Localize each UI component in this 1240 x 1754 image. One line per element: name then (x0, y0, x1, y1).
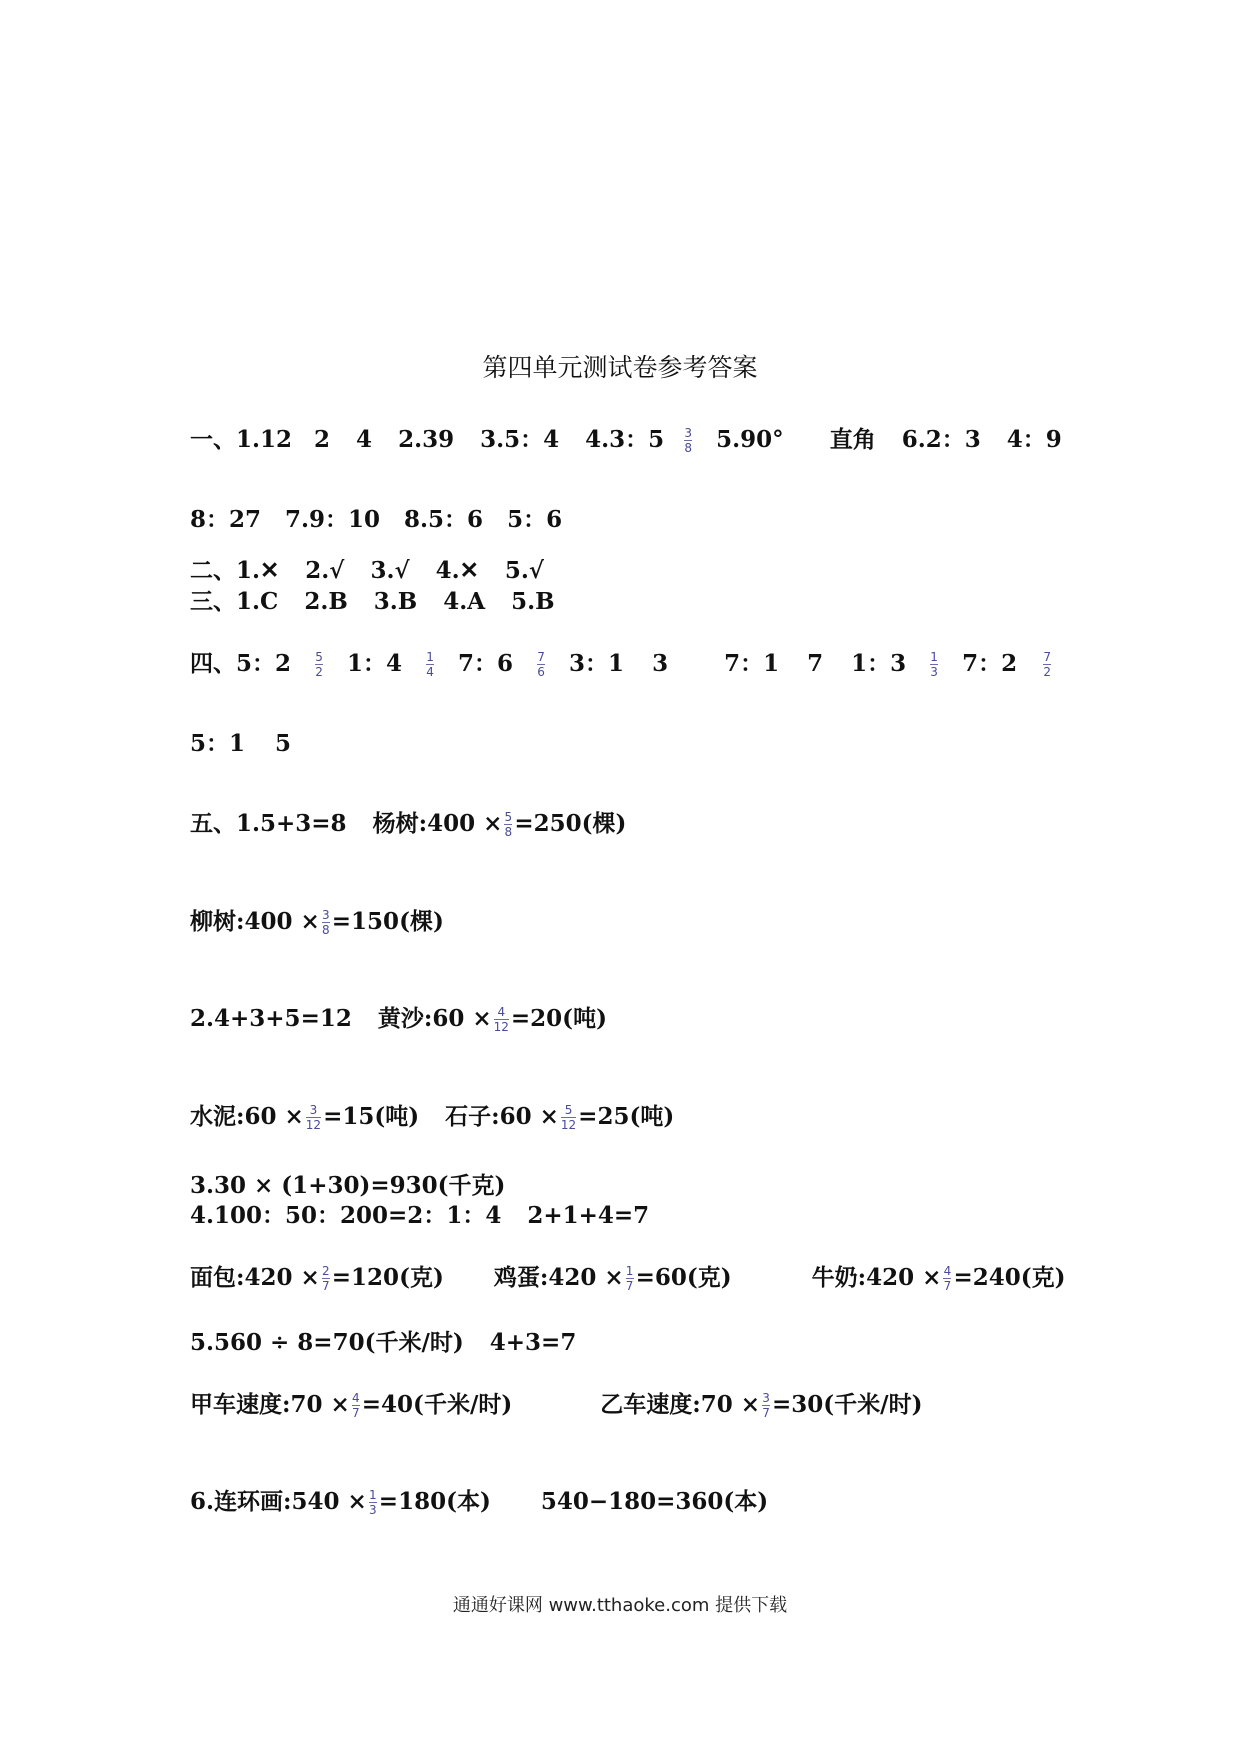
answer-1-1: 一、1.12 (190, 426, 293, 453)
answer-3-3: 3.B (373, 588, 418, 615)
section-5-line-9 (190, 1387, 922, 1423)
answer-4-h-value: 5 (275, 730, 292, 757)
fraction: $\frac{1}{3}$ (368, 1487, 377, 1517)
section-5-line-6 (190, 1198, 649, 1234)
answer-4-d-value: 3 (652, 650, 669, 677)
answer-5-4e: 鸡蛋:420 × (493, 1264, 624, 1291)
fraction: $\frac{4}{7}$ (943, 1263, 952, 1293)
fraction: $\frac{1}{3}$ (930, 649, 938, 679)
answer-5-1b: 杨树:400 × (372, 810, 503, 837)
answer-1-3: 3.5：4 (480, 426, 560, 453)
answer-4-g: 7：2 (962, 650, 1018, 677)
answer-3-5: 5.B (511, 588, 555, 615)
fraction: $\frac{5}{8}$ (504, 809, 513, 839)
section-3-line (190, 584, 555, 620)
answer-1-1c: 4 (356, 426, 373, 453)
answer-5-2b: 黄沙:60 × (377, 1005, 492, 1032)
answer-5-3: 3.30 × (1+30)=930(千克) (190, 1172, 506, 1199)
answer-5-1: 五、1.5+3=8 (190, 810, 347, 837)
answer-5-5: 5.560 ÷ 8=70(千米/时) (190, 1329, 464, 1356)
fraction: $\frac{3}{8}$ (684, 425, 692, 455)
section-5-line-7 (190, 1260, 1065, 1296)
section-5-line-3 (190, 1001, 607, 1037)
section-4-line-1 (190, 646, 1053, 682)
answer-5-4g: 牛奶:420 × (811, 1264, 942, 1291)
page-title: 第四单元测试卷参考答案 (482, 353, 758, 382)
answer-1-8b: 5：6 (507, 506, 563, 533)
section-5-line-4 (190, 1099, 674, 1135)
answer-1-1b: 2 (314, 426, 331, 453)
answer-5-2e: =15(吨) (323, 1103, 420, 1130)
fraction: $\frac{4}{12}$ (493, 1004, 509, 1034)
answer-4-c: 7：6 (458, 650, 514, 677)
answer-4-f: 1：3 (851, 650, 907, 677)
answer-1-7: 7.9：10 (285, 506, 381, 533)
answer-2-3: 3.√ (370, 557, 410, 584)
fraction: $\frac{1}{4}$ (426, 649, 434, 679)
answer-2-1: 二、1.✕ (190, 557, 280, 584)
footer-watermark: 通通好课网 www.tthaoke.com 提供下载 (452, 1595, 788, 1616)
section-5-line-8 (190, 1325, 576, 1361)
section-5-line-2 (190, 904, 444, 940)
section-1-line-2 (190, 502, 562, 538)
answer-1-6c: 8：27 (190, 506, 262, 533)
answer-5-2f: 石子:60 × (445, 1103, 559, 1130)
section-5-line-10 (190, 1484, 768, 1520)
fraction: $\frac{7}{6}$ (537, 649, 545, 679)
answer-4-b: 1：4 (347, 650, 403, 677)
answer-3-4: 4.A (443, 588, 486, 615)
answer-5-5e: 乙车速度:70 × (600, 1391, 761, 1418)
answer-5-5c: 甲车速度:70 × (190, 1391, 350, 1418)
answer-1-2: 2.39 (398, 426, 455, 453)
answer-5-4d: =120(克) (331, 1264, 444, 1291)
fraction: $\frac{3}{12}$ (305, 1102, 322, 1132)
answer-5-4c: 面包:420 × (190, 1264, 320, 1291)
section-1-line-1 (190, 422, 1062, 458)
answer-5-1e: =150(棵) (331, 908, 444, 935)
answer-1-6: 6.2：3 (901, 426, 981, 453)
section-4-line-2 (190, 726, 291, 762)
fraction: $\frac{4}{7}$ (351, 1390, 360, 1420)
fraction: $\frac{3}{8}$ (321, 907, 330, 937)
answer-5-2d: 水泥:60 × (190, 1103, 304, 1130)
answer-1-8: 8.5：6 (404, 506, 484, 533)
answer-4-e-value: 7 (807, 650, 824, 677)
answer-4-d: 3：1 (569, 650, 625, 677)
answer-5-2: 2.4+3+5=12 (190, 1005, 352, 1032)
answer-5-5d: =40(千米/时) (361, 1391, 513, 1418)
answer-1-5b: 直角 (829, 426, 876, 453)
answer-4-e: 7：1 (724, 650, 780, 677)
fraction: $\frac{5}{12}$ (560, 1102, 577, 1132)
answer-3-2: 2.B (304, 588, 348, 615)
answer-5-1c: =250(棵) (514, 810, 627, 837)
answer-2-2: 2.√ (305, 557, 345, 584)
fraction: $\frac{1}{7}$ (625, 1263, 634, 1293)
answer-1-6b: 4：9 (1006, 426, 1062, 453)
answer-5-4f: =60(克) (635, 1264, 732, 1291)
answer-5-4h: =240(克) (953, 1264, 1066, 1291)
fraction: $\frac{5}{2}$ (315, 649, 323, 679)
section-5-line-1 (190, 806, 626, 842)
answer-2-4: 4.✕ (435, 557, 479, 584)
answer-2-5: 5.√ (504, 557, 545, 584)
answer-5-4: 4.100：50：200=2：1：4 (190, 1202, 502, 1229)
answer-5-4b: 2+1+4=7 (527, 1202, 650, 1229)
answer-4-a: 四、5：2 (190, 650, 292, 677)
answer-3-1: 三、1.C (190, 588, 279, 615)
answer-5-2g: =25(吨) (578, 1103, 675, 1130)
answer-5-6: 6.连环画:540 × (190, 1488, 367, 1515)
fraction: $\frac{7}{2}$ (1043, 649, 1051, 679)
answer-5-6c: 540−180=360(本) (540, 1488, 769, 1515)
answer-5-5f: =30(千米/时) (772, 1391, 923, 1418)
answer-1-5: 5.90° (716, 426, 784, 453)
answer-5-5b: 4+3=7 (489, 1329, 577, 1356)
answer-5-6b: =180(本) (378, 1488, 491, 1515)
fraction: $\frac{3}{7}$ (762, 1390, 770, 1420)
answer-1-4: 4.3：5 (585, 426, 665, 453)
answer-5-2c: =20(吨) (510, 1005, 607, 1032)
answer-4-h: 5：1 (190, 730, 246, 757)
fraction: $\frac{2}{7}$ (321, 1263, 330, 1293)
answer-5-1d: 柳树:400 × (190, 908, 320, 935)
